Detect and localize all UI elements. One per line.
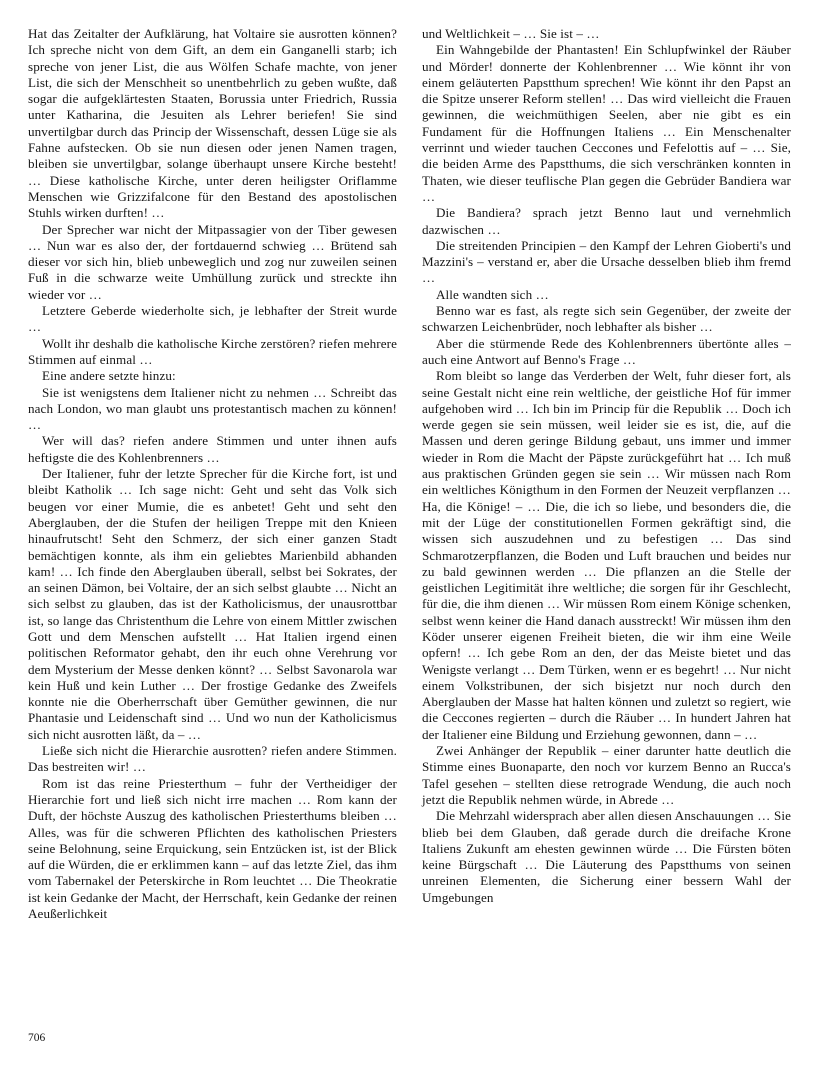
text-column-left: [28, 26, 397, 922]
paragraph: und Weltlichkeit – … Sie ist – …: [422, 26, 600, 41]
paragraph: Der Italiener, fuhr der letzte Sprecher für die Kirche fort, ist und bleibt Katholik … Ich sage nicht: Geht und seht das Volk sich beugen vor einer Mumie, die es anbetet! Geht und seht den Aberglauben, der die Stufen der heiligen Treppe mit den Knieen hinaufrutscht! Seht den Schmerz, der sich einer ganzen Stadt bemächtigen konnte, als ihm ein geliebtes Marienbild abhanden kam! … Ich finde den Aberglauben überall, selbst bei Sokrates, der an seinen Dämon, bei Voltaire, der an sich selbst glaubte … Nicht an sich selbst zu glauben, das ist der Katholicismus, der unausrottbar ist, so lange das Christenthum die Lehre von einem Mittler zwischen Gott und dem Menschen aufstellt … Hat Italien irgend einen politischen Reformator gehabt, den ihr euch ohne Verehrung vor dem Mysterium der Messe denken könnt? … Selbst Savonarola war kein Huß und kein Luther … Der frostige Gedanke des Zweifels konnte nie die Oberherrschaft über Gemüther gewinnen, die nur Phantasie und Leidenschaft sind … Und wo nun der Katholicismus sich nicht ausrotten läßt, da – …: [28, 466, 397, 742]
paragraph: Wer will das? riefen andere Stimmen und unter ihnen aufs heftigste die des Kohlenbrenners …: [28, 433, 397, 465]
paragraph: Eine andere setzte hinzu:: [42, 368, 176, 384]
paragraph: Ein Wahngebilde der Phantasten! Ein Schlupfwinkel der Räuber und Mörder! donnerte der Kohlenbrenner … Wie könnt ihr von einem geläuterten Papstthum sprechen! Wie könnt ihr den Papst an die Spitze unserer Reform stellen! … Das wird vielleicht die Frauen gewinnen, die weichmüthigen Seelen, aber nie gibt es ein Fundament für die Hoffnungen Italiens … Ein Menschenalter verrinnt und wieder tauchen Ceccones und Fefelottis auf – … Sie, die beiden Arme des Papstthums, die sich verschränken konnten in Thaten, wie dieser teuflische Plan gegen die Gebrüder Bandiera war …: [422, 42, 791, 204]
paragraph: Rom bleibt so lange das Verderben der Welt, fuhr dieser fort, als seine Gestalt nicht eine rein weltliche, der geistliche Hof für immer aufgehoben wird … Ich bin im Princip für die Republik … Doch ich werde gegen sie sein müssen, weil leider sie es ist, die, auf die Massen und deren geringe Bildung gebaut, uns immer und immer wieder in Rom die Macht der Päpste zurückgeführt hat … Ich muß aus praktischen Gründen gegen sie sein … Wir müssen nach Rom ein weltliches Königthum in den Formen der Neuzeit verpflanzen … Ha, die Könige! – … Die, die ich so liebe, und besonders die, die mit der Lüge der constitutionellen Formen gekräftigt sind, die wissen sich auszudehnen und zu befestigen … Das sind Schmarotzerpflanzen, die Boden und Luft brauchen und beides nur zu bald gewinnen werden … Die pflanzen an die Stelle der geistlichen Legitimität ihre weltliche; die sorgen für ihr Geschlecht, für die, die ihm dienen … Wir müssen Rom einem Könige schenken, selbst wenn keiner die Hand danach ausstreckt! Wir müssen ihm den Köder unserer eigenen Freiheit bieten, die wir ihm eine Weile opfern! … Ich gebe Rom an den, der das Meiste bietet und das Wenigste verlangt … Dem Türken, wenn er es begehrt! … Nur nicht einem Volkstribunen, der sich bisjetzt nur noch durch den Aberglauben der Masse hat halten können und zuletzt so regiert, wie die Ceccones regierten – durch die Räuber … In hundert Jahren hat der Italiener eine Bildung und Erziehung gewonnen, dann – …: [422, 368, 791, 742]
paragraph: Benno war es fast, als regte sich sein Gegenüber, der zweite der schwarzen Leichenbrüder, noch lebhafter als bisher …: [422, 303, 791, 335]
text-columns: [28, 26, 791, 922]
paragraph: Sie ist wenigstens dem Italiener nicht zu nehmen … Schreibt das nach London, wo man glaubt uns protestantisch machen zu können! …: [28, 384, 397, 433]
paragraph: Der Sprecher war nicht der Mitpassagier von der Tiber gewesen … Nun war es also der, der fortdauernd schwieg … Brütend sah dieser vor sich hin, blieb unbeweglich und zog nur zuweilen seinen Fuß in die schwarze weite Umhüllung zurück und streckte ihn wieder vor …: [28, 221, 397, 302]
paragraph: Zwei Anhänger der Republik – einer darunter hatte deutlich die Stimme eines Buonaparte, den noch vor kurzem Benno an Rucca's Tafel gesehen – stellten diese retrograde Wendung, die auch noch jetzt die Republik nehmen würde, in Abrede …: [422, 743, 791, 807]
paragraph: Die Bandiera? sprach jetzt Benno laut und vernehmlich dazwischen …: [422, 205, 791, 237]
paragraph: Wollt ihr deshalb die katholische Kirche zerstören? riefen mehrere Stimmen auf einmal …: [28, 335, 397, 367]
paragraph: Ließe sich nicht die Hierarchie ausrotten? riefen andere Stimmen. Das bestreiten wir! …: [28, 743, 397, 775]
page-number: 706: [28, 1032, 46, 1044]
paragraph: Die Mehrzahl widersprach aber allen diesen Anschauungen … Sie blieb bei dem Glauben, daß gerade durch die dreifache Krone Italiens Zukunft am ehesten gewinnen würde … Die Fürsten böten keine Bürgschaft … Die Läuterung des Papstthums von seinen unreinen Elementen, die Sicherung einer bessern Wahl der Umgebungen: [422, 808, 791, 905]
paragraph: Die streitenden Principien – den Kampf der Lehren Gioberti's und Mazzini's – verstand er, aber die Ursache desselben blieb ihm fremd …: [422, 237, 791, 286]
paragraph: Hat das Zeitalter der Aufklärung, hat Voltaire sie ausrotten können? Ich spreche nicht von dem Gift, an dem ein Ganganelli starb; ich spreche von jener List, die aus Wölfen Schafe machte, von jener List, die sich der Menschheit so unentbehrlich zu geben wußte, daß sogar die aufgeklärtesten Staaten, Borussia unter Friedrich, Russia unter Katharina, die Jesuiten als Lehrer beriefen! Sie sind unvertilgbar durch das Princip der Wissenschaft, dessen Lüge sie als Fahne aufstecken. Ob sie nun diesen oder jenen Namen tragen, bleiben sie unvertilgbar, solange überhaupt unsere Kirche besteht! … Diese katholische Kirche, unter deren heiligster Oriflamme Menschen wie Grizzifalcone für den Bestand des apostolischen Stuhls wirken durften! …: [28, 26, 397, 221]
paragraph: Rom ist das reine Priesterthum – fuhr der Vertheidiger der Hierarchie fort und ließ sich nicht irre machen … Rom kann der Duft, der höchste Auszug des katholischen Priesterthums bleiben … Alles, was für die schweren Pflichten des katholischen Priesters seine Belohnung, seine Erquickung, sein Entzücken ist, ist der Blick auf die Würden, die er erklimmen kann – auf das letzte Ziel, das ihm vom Tabernakel der Peterskirche in Rom leuchtet … Die Theokratie ist kein Gedanke der Macht, der Herrschaft, kein Gedanke der reinen Aeußerlichkeit: [28, 775, 397, 922]
paragraph: Letztere Geberde wiederholte sich, je lebhafter der Streit wurde …: [28, 303, 397, 335]
paragraph: Aber die stürmende Rede des Kohlenbrenners übertönte alles – auch eine Antwort auf Benno's Frage …: [422, 335, 791, 367]
paragraph: Alle wandten sich …: [436, 286, 549, 302]
text-column-right: [422, 26, 791, 922]
